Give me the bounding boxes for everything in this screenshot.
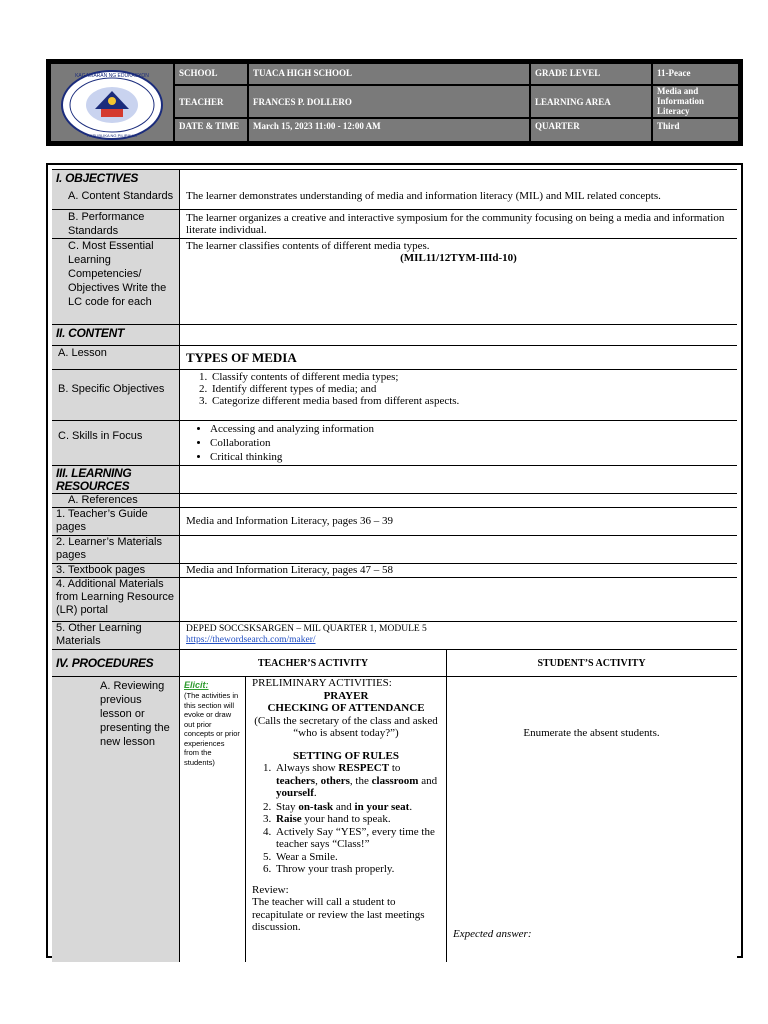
rule-item: 5. Wear a Smile. xyxy=(274,851,440,864)
teachers-guide-text: Media and Information Literacy, pages 36 – 39 xyxy=(180,508,737,536)
textbook-text: Media and Information Literacy, pages 47 – 58 xyxy=(180,564,737,578)
content-title: II. CONTENT xyxy=(52,325,180,346)
other-materials-text: DEPED SOCCSKSARGEN – MIL QUARTER 1, MODULE 5 xyxy=(186,624,427,634)
quarter-value: Third xyxy=(657,121,680,131)
wordsearch-link[interactable]: https://thewordsearch.com/maker/ xyxy=(186,635,316,645)
logo-cell xyxy=(51,64,173,141)
svg-text:REPUBLIKA NG PILIPINAS: REPUBLIKA NG PILIPINAS xyxy=(87,133,137,138)
other-materials-label: 5. Other Learning Materials xyxy=(52,622,180,650)
deped-seal-icon xyxy=(59,69,165,141)
review-step-row xyxy=(52,677,737,962)
melc-text: The learner classifies contents of different media types. xyxy=(186,240,430,252)
teacher-label: TEACHER xyxy=(179,97,224,107)
svg-text:KAGAWARAN NG EDUKASYON: KAGAWARAN NG EDUKASYON xyxy=(75,73,149,79)
skills-cell xyxy=(180,421,737,466)
lesson-title: TYPES OF MEDIA xyxy=(180,346,737,370)
content-standards-label: A. Content Standards xyxy=(52,189,180,210)
content-row xyxy=(52,325,737,346)
rule-item: 2. Stay on-task and in your seat. xyxy=(274,801,440,814)
resources-row xyxy=(52,466,737,494)
area-label: LEARNING AREA xyxy=(535,97,611,107)
teacher-activity-header: TEACHER’S ACTIVITY xyxy=(257,658,369,669)
list-item: • Collaboration xyxy=(210,436,731,450)
references-row xyxy=(52,494,737,508)
teachers-guide-row xyxy=(52,508,737,536)
date-value: March 15, 2023 11:00 - 12:00 AM xyxy=(253,121,381,131)
learners-materials-row xyxy=(52,536,737,564)
additional-materials-row xyxy=(52,578,737,622)
expected-answer: Expected answer: xyxy=(453,928,532,940)
student-activity-cell xyxy=(446,677,737,962)
content-standards-text: The learner demonstrates understanding of media and information literacy (MIL) and MIL related concepts. xyxy=(180,189,737,210)
teachers-guide-label: 1. Teacher’s Guide pages xyxy=(52,508,180,536)
specific-objectives-label: B. Specific Objectives xyxy=(52,370,180,421)
absent-students-text: Enumerate the absent students. xyxy=(523,727,660,739)
additional-materials-label: 4. Additional Materials from Learning Resource (LR) portal xyxy=(52,578,180,622)
grade-value: 11-Peace xyxy=(657,68,691,78)
learners-materials-text xyxy=(180,536,737,564)
elicit-title: Elicit: xyxy=(184,680,209,690)
other-materials-cell xyxy=(180,622,737,650)
specific-objectives-row xyxy=(52,370,737,421)
resources-title: III. LEARNING RESOURCES xyxy=(52,466,180,494)
performance-row xyxy=(52,210,737,239)
date-label: DATE & TIME xyxy=(179,121,240,131)
school-label: SCHOOL xyxy=(179,68,218,78)
melc-row xyxy=(52,239,737,325)
teacher-activity-cell xyxy=(246,677,446,962)
student-activity-header: STUDENT’S ACTIVITY xyxy=(537,658,646,669)
textbook-label: 3. Textbook pages xyxy=(52,564,180,578)
rule-item: 1. Always show RESPECT to teachers, others, the classroom and yourself. xyxy=(274,762,440,800)
attendance-note: (Calls the secretary of the class and asked “who is absent today?”) xyxy=(254,714,438,739)
attendance-heading: CHECKING OF ATTENDANCE xyxy=(267,702,425,714)
elicit-cell xyxy=(180,677,246,962)
review-step-label: A. Reviewing previous lesson or presenting the new lesson xyxy=(52,677,180,962)
prayer-heading: PRAYER xyxy=(323,689,369,702)
list-item: • Critical thinking xyxy=(210,450,731,464)
lesson-row xyxy=(52,346,737,370)
specific-objectives-cell xyxy=(180,370,737,421)
preliminary-activities: PRELIMINARY ACTIVITIES: xyxy=(252,677,392,689)
performance-text: The learner organizes a creative and interactive symposium for the community focusing on being a media and information literate individual. xyxy=(180,210,737,239)
rule-item: 6. Throw your trash properly. xyxy=(274,863,440,876)
lesson-label: A. Lesson xyxy=(52,346,180,370)
review-text: The teacher will call a student to recapitulate or review the last meetings discussion. xyxy=(252,896,425,933)
learners-materials-label: 2. Learner’s Materials pages xyxy=(52,536,180,564)
quarter-label: QUARTER xyxy=(535,121,580,131)
references-label: A. References xyxy=(52,494,180,508)
melc-code: (MIL11/12TYM-IIId-10) xyxy=(400,252,517,264)
textbook-row xyxy=(52,564,737,578)
school-value: TUACA HIGH SCHOOL xyxy=(253,68,353,78)
skills-label: C. Skills in Focus xyxy=(52,421,180,466)
melc-label: C. Most Essential Learning Competencies/ Objectives Write the LC code for each xyxy=(52,239,180,325)
melc-cell xyxy=(180,239,737,325)
teacher-value: FRANCES P. DOLLERO xyxy=(253,97,352,107)
procedures-row xyxy=(52,650,737,677)
procedures-title: IV. PROCEDURES xyxy=(52,650,180,677)
rule-item: 3. Raise your hand to speak. xyxy=(274,813,440,826)
performance-label: B. Performance Standards xyxy=(52,210,180,239)
rules-list xyxy=(252,762,440,876)
objectives-row xyxy=(52,169,737,190)
objectives-title: I. OBJECTIVES xyxy=(52,170,180,190)
grade-label: GRADE LEVEL xyxy=(535,68,601,78)
area-value: Media and Information Literacy xyxy=(657,86,704,116)
list-item: • Accessing and analyzing information xyxy=(210,422,731,436)
additional-materials-text xyxy=(180,578,737,622)
other-materials-row xyxy=(52,622,737,650)
skills-row xyxy=(52,421,737,466)
rule-item: 4. Actively Say “YES”, every time the teacher says “Class!” xyxy=(274,826,440,851)
elicit-description: (The activities in this section will evoke or draw out prior concepts or prior experiences from the students) xyxy=(184,691,240,767)
list-item: 3. Categorize different media based from different aspects. xyxy=(210,395,731,407)
lesson-plan-table xyxy=(46,163,743,958)
header-block xyxy=(46,59,743,146)
content-standards-row xyxy=(52,189,737,210)
list-item: 2. Identify different types of media; and xyxy=(210,383,731,395)
list-item: 1. Classify contents of different media types; xyxy=(210,371,731,383)
rules-heading: SETTING OF RULES xyxy=(293,749,399,762)
review-title: Review: xyxy=(252,883,289,896)
